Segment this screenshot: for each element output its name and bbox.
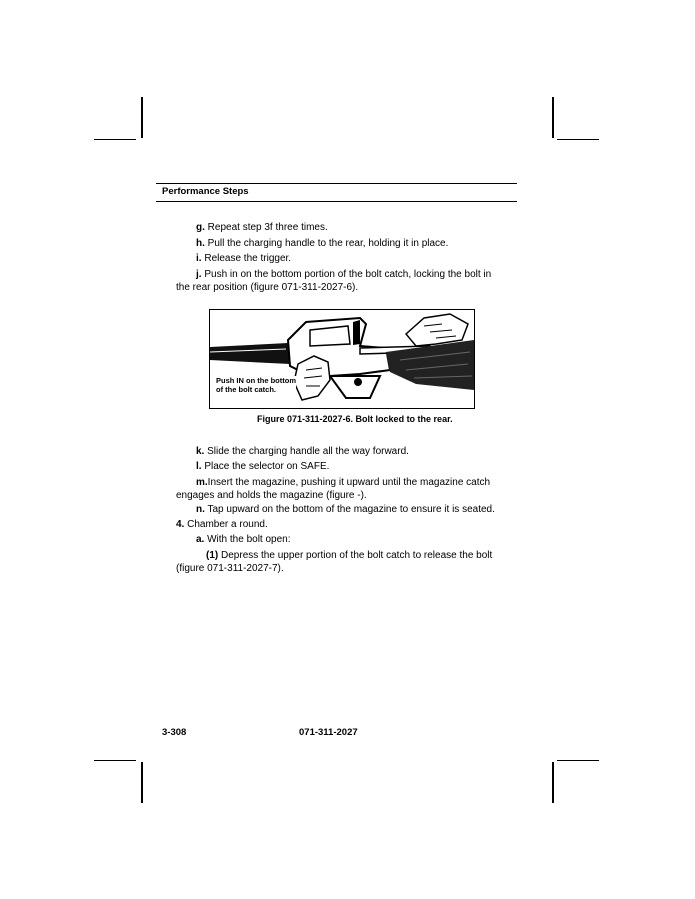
step-label: n. [196, 504, 205, 515]
step-label: m. [196, 477, 208, 488]
crop-mark-bottom-right-horizontal [557, 760, 599, 761]
crop-mark-bottom-left-vertical [141, 762, 143, 803]
footer-page-number: 3-308 [162, 727, 187, 738]
step-text: Slide the charging handle all the way forward. [204, 446, 409, 457]
step-text: Place the selector on SAFE. [201, 461, 330, 472]
step-label: a. [196, 534, 205, 545]
step-label: k. [196, 446, 205, 457]
step-text: Chamber a round. [184, 519, 268, 530]
crop-mark-top-right-horizontal [557, 139, 599, 140]
step-label: g. [196, 222, 205, 233]
step-text: Push in on the bottom portion of the bolt catch, locking the bolt in [201, 269, 492, 280]
step-label: i. [196, 253, 202, 264]
step-4a-1 [206, 549, 492, 562]
step-4a-1-continuation: (figure 071-311-2027-7). [176, 563, 284, 574]
step-label: h. [196, 238, 205, 249]
step-i [196, 252, 291, 265]
step-m-continuation: engages and holds the magazine (figure -). [176, 490, 367, 501]
header-rule-top [156, 183, 517, 184]
crop-mark-bottom-right-vertical [552, 762, 554, 803]
step-label: l. [196, 461, 202, 472]
step-text: Repeat step 3f three times. [204, 222, 328, 233]
footer-task-number: 071-311-2027 [299, 727, 358, 738]
step-4a [196, 533, 291, 546]
step-4 [176, 518, 268, 531]
step-g [196, 221, 328, 234]
step-label: j. [196, 269, 202, 280]
callout-line-2: of the bolt catch. [216, 385, 276, 394]
crop-mark-top-left-horizontal [94, 139, 136, 140]
step-l [196, 460, 329, 473]
step-text: Tap upward on the bottom of the magazine to ensure it is seated. [204, 504, 495, 515]
step-h [196, 237, 448, 250]
step-j [196, 268, 491, 281]
header-rule-bottom [156, 201, 517, 202]
step-k [196, 445, 409, 458]
step-text: Pull the charging handle to the rear, holding it in place. [204, 238, 449, 249]
step-label: 4. [176, 519, 185, 530]
crop-mark-bottom-left-horizontal [94, 760, 136, 761]
step-n [196, 503, 495, 516]
figure-caption: Figure 071-311-2027-6. Bolt locked to the rear. [257, 414, 453, 424]
callout-line-1: Push IN on the bottom [216, 376, 296, 385]
step-label: (1) [206, 550, 219, 561]
figure-callout [216, 376, 296, 394]
figure-bolt-locked [209, 309, 475, 409]
step-text: Release the trigger. [201, 253, 292, 264]
crop-mark-top-right-vertical [552, 97, 554, 138]
step-text: Insert the magazine, pushing it upward until the magazine catch [207, 477, 491, 488]
step-m [196, 476, 490, 489]
step-j-continuation: the rear position (figure 071-311-2027-6). [176, 282, 359, 293]
step-text: With the bolt open: [204, 534, 291, 545]
section-title: Performance Steps [162, 186, 249, 197]
crop-mark-top-left-vertical [141, 97, 143, 138]
step-text: Depress the upper portion of the bolt catch to release the bolt [218, 550, 493, 561]
